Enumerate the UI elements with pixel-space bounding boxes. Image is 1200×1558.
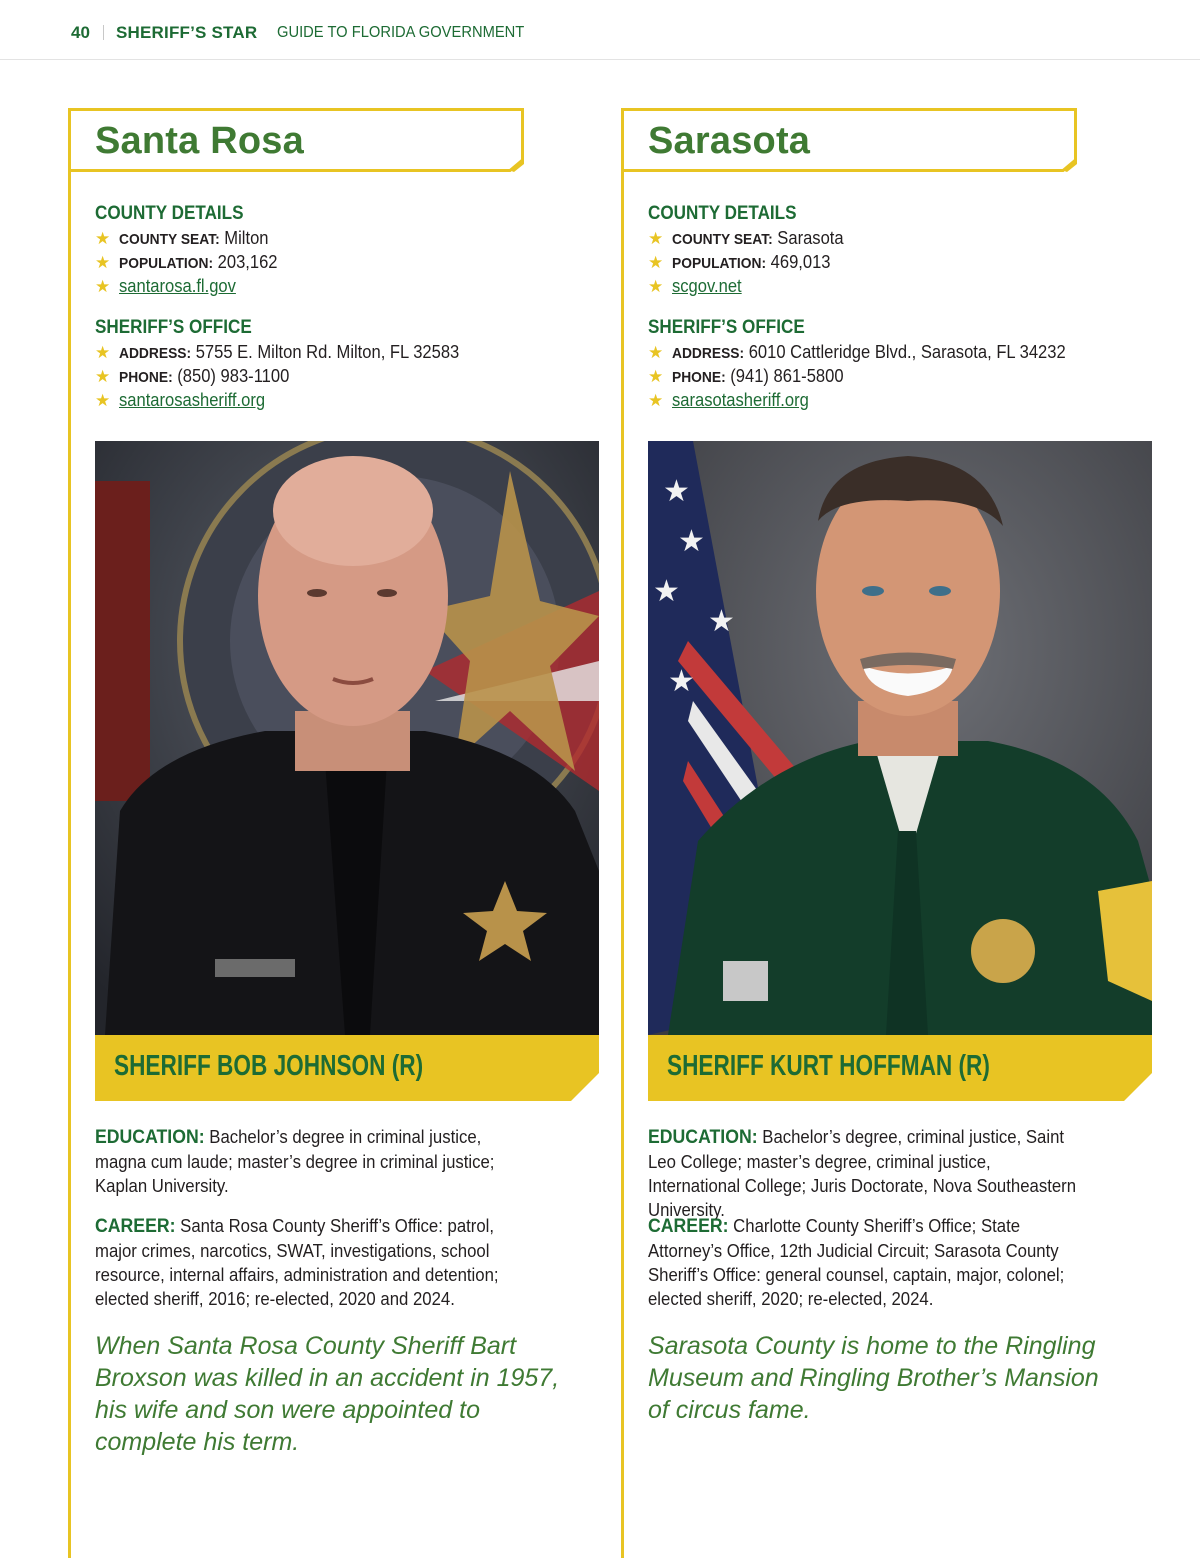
- county-fact: When Santa Rosa County Sheriff Bart Broxson was killed in an accident in 1957, his wife and son were appointed to complete his term.: [95, 1332, 560, 1456]
- county-title-box: [68, 108, 524, 172]
- star-icon: ★: [648, 253, 664, 272]
- star-icon: ★: [95, 253, 111, 272]
- sheriff-nameplate: [95, 1035, 599, 1101]
- education-paragraph: [648, 1125, 1085, 1222]
- star-icon: ★: [95, 391, 111, 410]
- sheriff-portrait: [648, 441, 1152, 1035]
- star-icon: ★: [95, 367, 111, 386]
- star-icon: ★: [95, 343, 111, 362]
- education-label: EDUCATION:: [95, 1127, 205, 1148]
- population-label: POPULATION:: [119, 255, 214, 272]
- education-text: Bachelor’s degree in criminal justice, magna cum laude; master’s degree in criminal justice; Kaplan University.: [95, 1127, 495, 1196]
- star-icon: ★: [648, 367, 664, 386]
- address-value: 5755 E. Milton Rd. Milton, FL 32583: [195, 342, 460, 362]
- population-value: 203,162: [217, 252, 278, 272]
- star-icon: ★: [95, 229, 111, 248]
- page-number: 40: [71, 23, 90, 42]
- magazine-title: SHERIFF’S STAR: [116, 23, 258, 42]
- education-text: Bachelor’s degree, criminal justice, Saint Leo College; master’s degree, criminal justice, International College; Juris Doctorate, Nova Southeastern University.: [648, 1127, 1077, 1220]
- star-icon: ★: [648, 343, 664, 362]
- county-website-link[interactable]: santarosa.fl.gov: [119, 276, 236, 296]
- phone-value: (941) 861-5800: [730, 366, 844, 386]
- county-details-heading: COUNTY DETAILS: [648, 203, 797, 224]
- address-label: ADDRESS:: [672, 345, 745, 362]
- phone-label: PHONE:: [672, 369, 726, 386]
- county-name: Santa Rosa: [95, 120, 304, 162]
- phone-value: (850) 983-1100: [177, 366, 290, 386]
- svg-text:★: ★: [653, 574, 680, 609]
- career-text: Santa Rosa County Sheriff’s Office: patrol, major crimes, narcotics, SWAT, investigations, school resource, internal affairs, administration and detention; elected sheriff, 2016; re-elected, 2020 and 2024.: [95, 1216, 499, 1309]
- address-value: 6010 Cattleridge Blvd., Sarasota, FL 34232: [748, 342, 1066, 362]
- population-value: 469,013: [770, 252, 831, 272]
- sheriff-name: SHERIFF BOB JOHNSON (R): [114, 1050, 424, 1082]
- star-icon: ★: [648, 229, 664, 248]
- education-label: EDUCATION:: [648, 1127, 758, 1148]
- star-icon: ★: [95, 277, 111, 296]
- county-seat-value: Milton: [224, 228, 269, 248]
- address-label: ADDRESS:: [119, 345, 192, 362]
- sheriff-website-link[interactable]: sarasotasheriff.org: [672, 390, 809, 410]
- svg-text:★: ★: [668, 664, 695, 699]
- sheriffs-office-heading: SHERIFF’S OFFICE: [648, 317, 805, 338]
- svg-text:★: ★: [678, 524, 705, 559]
- svg-text:★: ★: [708, 604, 735, 639]
- phone-label: PHONE:: [119, 369, 173, 386]
- svg-text:★: ★: [663, 474, 690, 509]
- career-paragraph: [95, 1214, 532, 1311]
- career-label: CAREER:: [648, 1216, 729, 1237]
- career-paragraph: [648, 1214, 1085, 1311]
- county-column-santa-rosa: [68, 0, 608, 1558]
- column-rule: [621, 108, 624, 1558]
- county-name: Sarasota: [648, 120, 811, 162]
- county-website-link[interactable]: scgov.net: [672, 276, 742, 296]
- career-text: Charlotte County Sheriff’s Office; State Attorney’s Office, 12th Judicial Circuit; Sarasota County Sheriff’s Office: general counsel, captain, major, colonel; elected sheriff, 2020; re-elected, 2024.: [648, 1216, 1065, 1309]
- career-label: CAREER:: [95, 1216, 176, 1237]
- county-details-heading: COUNTY DETAILS: [95, 203, 244, 224]
- sheriff-website-link[interactable]: santarosasheriff.org: [119, 390, 266, 410]
- county-seat-value: Sarasota: [777, 228, 844, 248]
- population-label: POPULATION:: [672, 255, 767, 272]
- sheriffs-office-heading: SHERIFF’S OFFICE: [95, 317, 252, 338]
- county-seat-label: COUNTY SEAT:: [672, 231, 773, 248]
- sheriff-name: SHERIFF KURT HOFFMAN (R): [667, 1050, 990, 1082]
- education-paragraph: [95, 1125, 532, 1198]
- county-fact: Sarasota County is home to the Ringling Museum and Ringling Brother’s Mansion of circus fame.: [648, 1332, 1099, 1424]
- county-seat-label: COUNTY SEAT:: [119, 231, 220, 248]
- column-rule: [68, 108, 71, 1558]
- sheriff-nameplate: [648, 1035, 1152, 1101]
- county-title-box: [621, 108, 1077, 172]
- star-icon: ★: [648, 391, 664, 410]
- county-column-sarasota: [621, 0, 1161, 1558]
- sheriff-portrait: [95, 441, 599, 1035]
- section-title: GUIDE TO FLORIDA GOVERNMENT: [277, 24, 525, 41]
- star-icon: ★: [648, 277, 664, 296]
